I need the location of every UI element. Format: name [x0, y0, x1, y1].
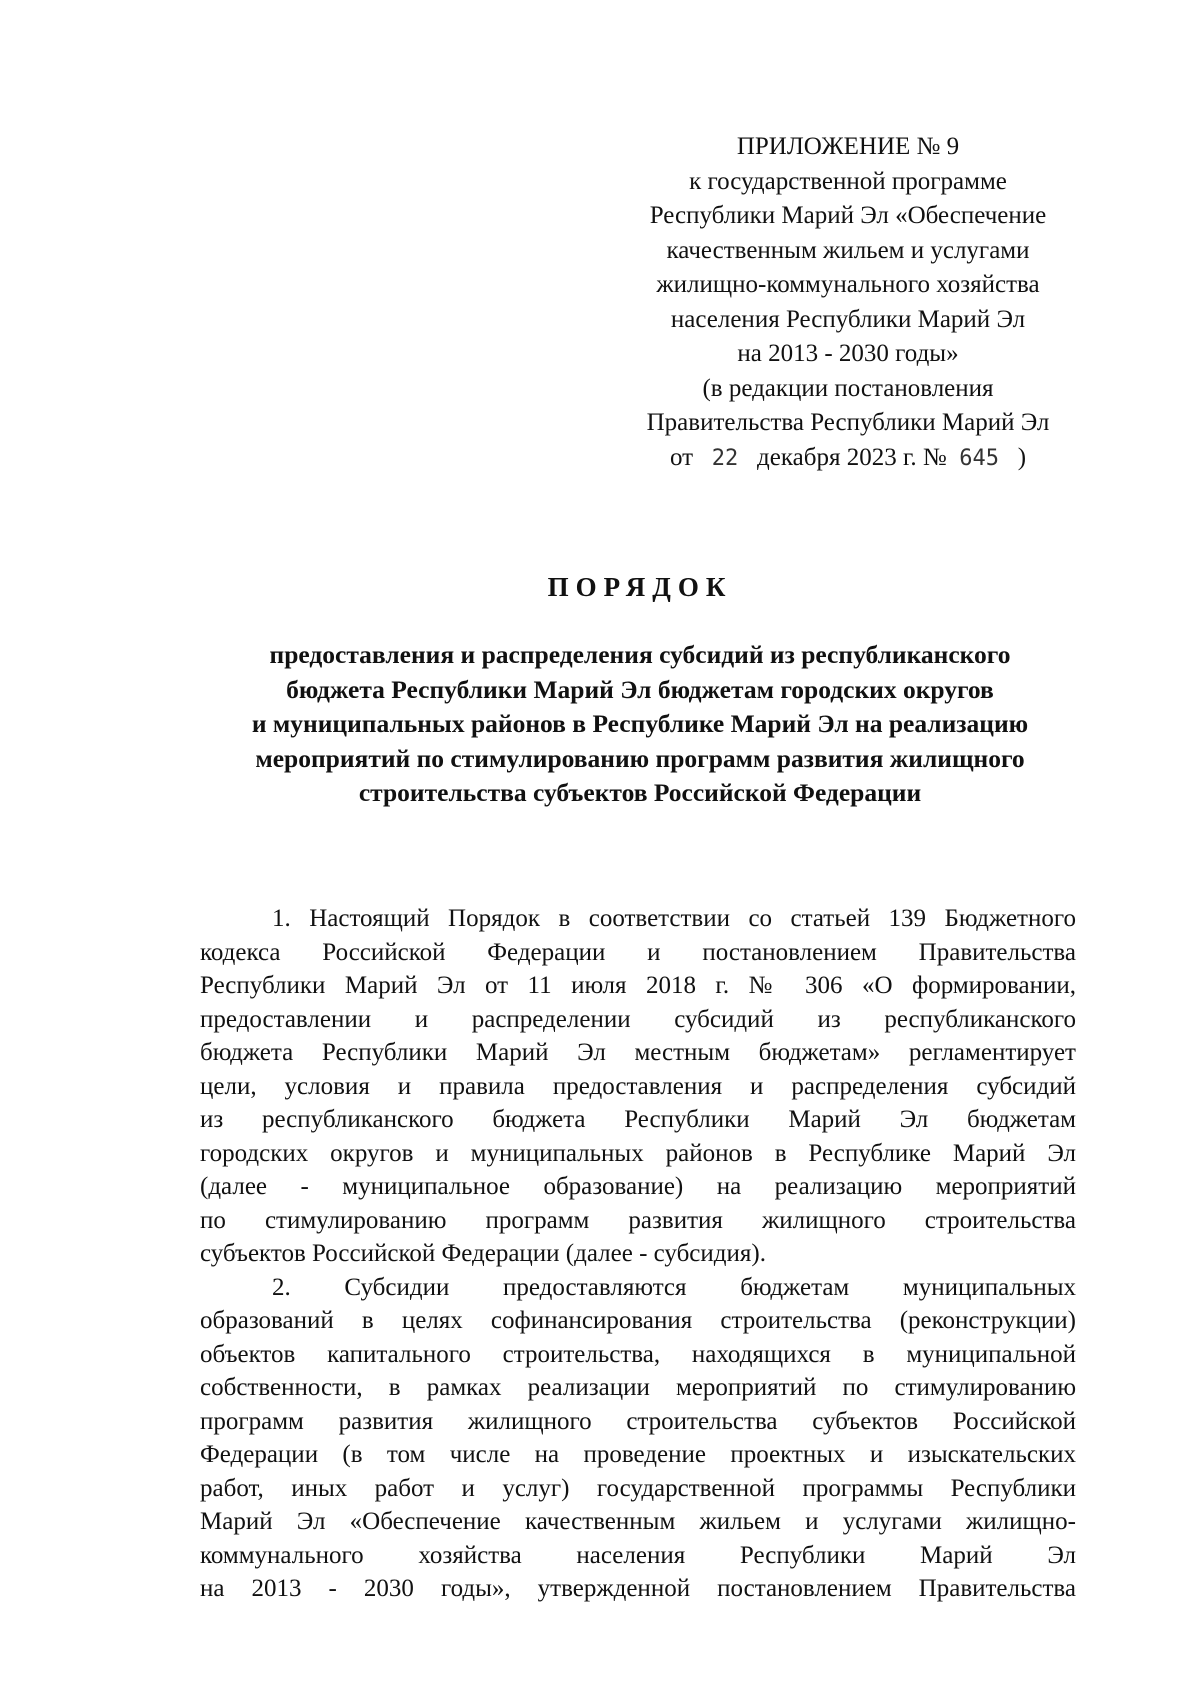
date-close: ): [1017, 443, 1027, 471]
date-month-year: декабря 2023 г. №: [757, 443, 947, 471]
document-title: ПОРЯДОК: [547, 572, 733, 602]
date-number: 645: [959, 445, 999, 471]
subtitle-line: строительства субъектов Российской Федерации: [358, 778, 922, 807]
appendix-line: ПРИЛОЖЕНИЕ № 9: [736, 133, 960, 160]
appendix-line: Республики Марий Эл «Обеспечение: [649, 202, 1047, 229]
appendix-line: Правительства Республики Марий Эл: [646, 409, 1050, 436]
paragraph-2-line: программ развития жилищного строительства субъектов Российской: [200, 1407, 1076, 1435]
appendix-line: к государственной программе: [689, 167, 1007, 195]
appendix-header: [608, 130, 1088, 476]
document-body: [200, 902, 1076, 1606]
paragraph-2-line: объектов капитального строительства, находящихся в муниципальной: [200, 1340, 1076, 1368]
appendix-date-line: [608, 441, 1088, 477]
date-day: 22: [711, 445, 739, 471]
appendix-line: на 2013 - 2030 годы»: [737, 340, 959, 367]
appendix-line: (в редакции постановления: [702, 374, 994, 402]
paragraph-2-line: коммунального хозяйства населения Республики Марий Эл: [200, 1541, 1076, 1569]
appendix-line: населения Республики Марий Эл: [670, 305, 1026, 333]
subtitle-line: предоставления и распределения субсидий из республиканского: [269, 640, 1011, 669]
paragraph-1-line: предоставлении и распределении субсидий из республиканского: [200, 1005, 1076, 1033]
appendix-line: жилищно-коммунального хозяйства: [656, 271, 1040, 298]
paragraph-1-line: (далее - муниципальное образование) на реализацию мероприятий: [200, 1173, 1076, 1200]
paragraph-1-line: городских округов и муниципальных районов в Республике Марий Эл: [200, 1139, 1076, 1167]
appendix-line: качественным жильем и услугами: [666, 236, 1030, 264]
subtitle-line: мероприятий по стимулированию программ развития жилищного: [255, 743, 1025, 773]
paragraph-2-line: работ, иных работ и услуг) государственной программы Республики: [200, 1474, 1076, 1502]
paragraph-1-line: Республики Марий Эл от 11 июля 2018 г. № 306 «О формировании,: [200, 972, 1076, 999]
paragraph-1-line: субъектов Российской Федерации (далее - субсидия).: [200, 1240, 766, 1267]
paragraph-2-line: 2. Субсидии предоставляются бюджетам муниципальных: [272, 1273, 1076, 1301]
paragraph-2-line: Федерации (в том числе на проведение проектных и изыскательских: [200, 1441, 1076, 1468]
paragraph-2-line: собственности, в рамках реализации мероприятий по стимулированию: [200, 1374, 1076, 1401]
date-prefix: от: [669, 443, 694, 471]
paragraph-1-line: бюджета Республики Марий Эл местным бюджетам» регламентирует: [200, 1039, 1076, 1066]
paragraph-1-line: по стимулированию программ развития жилищного строительства: [200, 1206, 1076, 1234]
paragraph-1-line: цели, условия и правила предоставления и распределения субсидий: [200, 1072, 1076, 1100]
paragraph-1-line: 1. Настоящий Порядок в соответствии со статьей 139 Бюджетного: [272, 905, 1076, 932]
paragraph-1-line: кодекса Российской Федерации и постановлением Правительства: [200, 938, 1076, 966]
paragraph-1-line: из республиканского бюджета Республики Марий Эл бюджетам: [200, 1106, 1076, 1133]
subtitle-line: бюджета Республики Марий Эл бюджетам городских округов: [286, 674, 994, 704]
paragraph-2-line: на 2013 - 2030 годы», утвержденной постановлением Правительства: [200, 1575, 1076, 1602]
paragraph-2-line: Марий Эл «Обеспечение качественным жильем и услугами жилищно-: [200, 1508, 1076, 1535]
document-subtitle: [160, 638, 1120, 811]
subtitle-line: и муниципальных районов в Республике Марий Эл на реализацию: [251, 709, 1029, 738]
paragraph-2-line: образований в целях софинансирования строительства (реконструкции): [200, 1307, 1076, 1334]
